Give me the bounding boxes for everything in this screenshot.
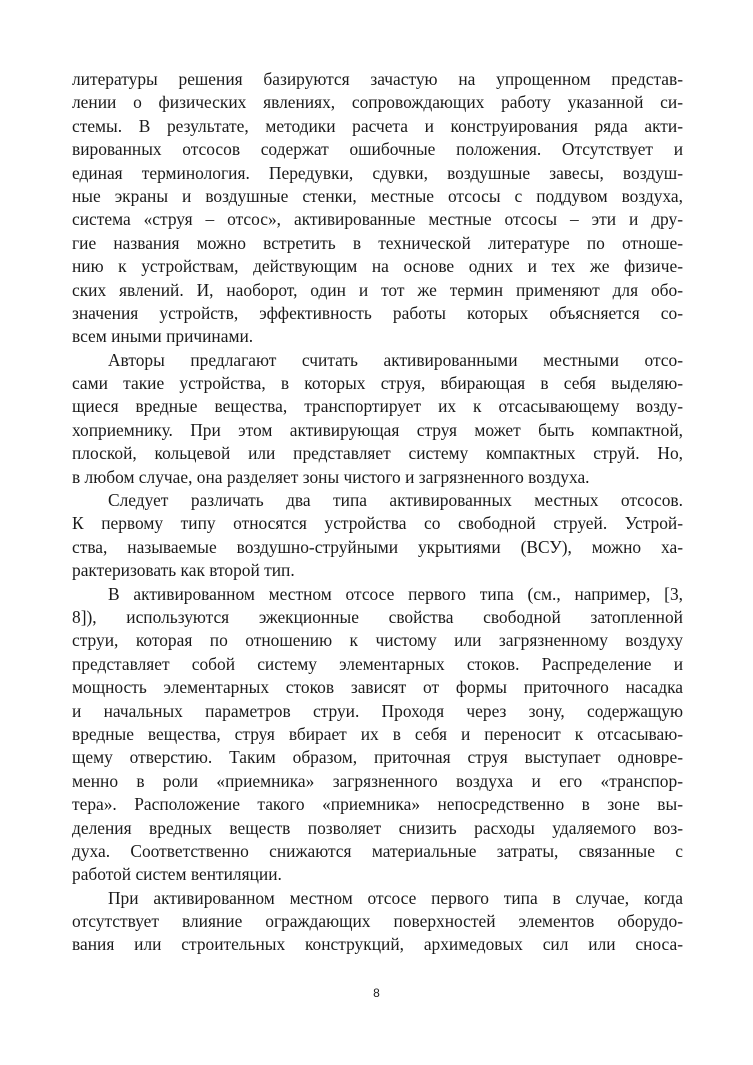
text-line: 8]), используются эжекционные свойства свободной затопленной xyxy=(72,606,683,627)
text-line: К первому типу относятся устройства со свободной струей. Устрой- xyxy=(72,513,683,534)
text-line: представляет собой систему элементарных стоков. Распределение и xyxy=(72,653,683,674)
text-line: литературы решения базируются зачастую на упрощенном представ- xyxy=(72,69,683,89)
page-number: 8 xyxy=(373,986,380,1000)
paragraph-5 xyxy=(72,887,683,957)
text-line: работой систем вентиляции. xyxy=(72,864,282,885)
text-line: При активированном местном отсосе первого типа в случае, когда xyxy=(108,887,683,908)
text-line: система «струя – отсос», активированные местные отсосы – эти и дру- xyxy=(72,209,683,230)
paragraph-2 xyxy=(72,349,683,489)
paragraph-4 xyxy=(72,583,683,887)
text-line: всем иными причинами. xyxy=(72,326,254,347)
text-line: отсутствует влияние ограждающих поверхностей элементов оборудо- xyxy=(72,911,683,932)
text-line: струи, которая по отношению к чистому или загрязненному воздуху xyxy=(72,630,683,651)
text-line: мощность элементарных стоков зависят от формы приточного насадка xyxy=(72,677,683,698)
text-line: лении о физических явлениях, сопровождающих работу указанной си- xyxy=(72,92,683,113)
text-line: в любом случае, она разделяет зоны чистого и загрязненного воздуха. xyxy=(72,466,590,487)
text-line: и начальных параметров струи. Проходя через зону, содержащую xyxy=(72,700,683,721)
text-line: щиеся вредные вещества, транспортирует их к отсасывающему возду- xyxy=(72,396,683,417)
text-line: гие названия можно встретить в технической литературе по отноше- xyxy=(72,232,683,253)
text-line: вированных отсосов содержат ошибочные положения. Отсутствует и xyxy=(72,139,683,160)
text-line: деления вредных веществ позволяет снизить расходы удаляемого воз- xyxy=(72,817,683,838)
text-line: вредные вещества, струя вбирает их в себя и переносит к отсасываю- xyxy=(72,723,683,744)
text-line: тера». Расположение такого «приемника» непосредственно в зоне вы- xyxy=(72,794,683,815)
text-line: вания или строительных конструкций, архимедовых сил или сноса- xyxy=(72,934,683,955)
text-line: менно в роли «приемника» загрязненного воздуха и его «транспор- xyxy=(72,770,683,791)
text-line: Следует различать два типа активированных местных отсосов. xyxy=(108,490,683,511)
text-line: ских явлений. И, наоборот, один и тот же термин применяют для обо- xyxy=(72,279,683,300)
text-line: В активированном местном отсосе первого типа (см., например, [3, xyxy=(108,583,683,604)
text-line: ные экраны и воздушные стенки, местные отсосы с поддувом воздуха, xyxy=(72,185,683,206)
text-line: сами такие устройства, в которых струя, вбирающая в себя выделяю- xyxy=(72,373,683,394)
text-line: ства, называемые воздушно-струйными укрытиями (ВСУ), можно ха- xyxy=(72,536,683,557)
text-line: духа. Соответственно снижаются материальные затраты, связанные с xyxy=(72,840,683,861)
text-line: единая терминология. Передувки, сдувки, воздушные завесы, воздуш- xyxy=(72,162,683,183)
text-line: щему отверстию. Таким образом, приточная струя выступает одновре- xyxy=(72,747,683,768)
text-line: рактеризовать как второй тип. xyxy=(72,560,295,581)
text-line: плоской, кольцевой или представляет систему компактных струй. Но, xyxy=(72,443,683,464)
text-line: стемы. В результате, методики расчета и конструирования ряда акти- xyxy=(72,115,683,136)
text-line: хоприемнику. При этом активирующая струя может быть компактной, xyxy=(72,419,683,440)
text-line: нию к устройствам, действующим на основе одних и тех же физиче- xyxy=(72,256,683,277)
text-line: Авторы предлагают считать активированными местными отсо- xyxy=(108,349,683,370)
text-line: значения устройств, эффективность работы которых объясняется со- xyxy=(72,302,683,323)
paragraph-1 xyxy=(72,68,683,349)
paragraph-3 xyxy=(72,489,683,583)
page-body xyxy=(72,68,683,957)
